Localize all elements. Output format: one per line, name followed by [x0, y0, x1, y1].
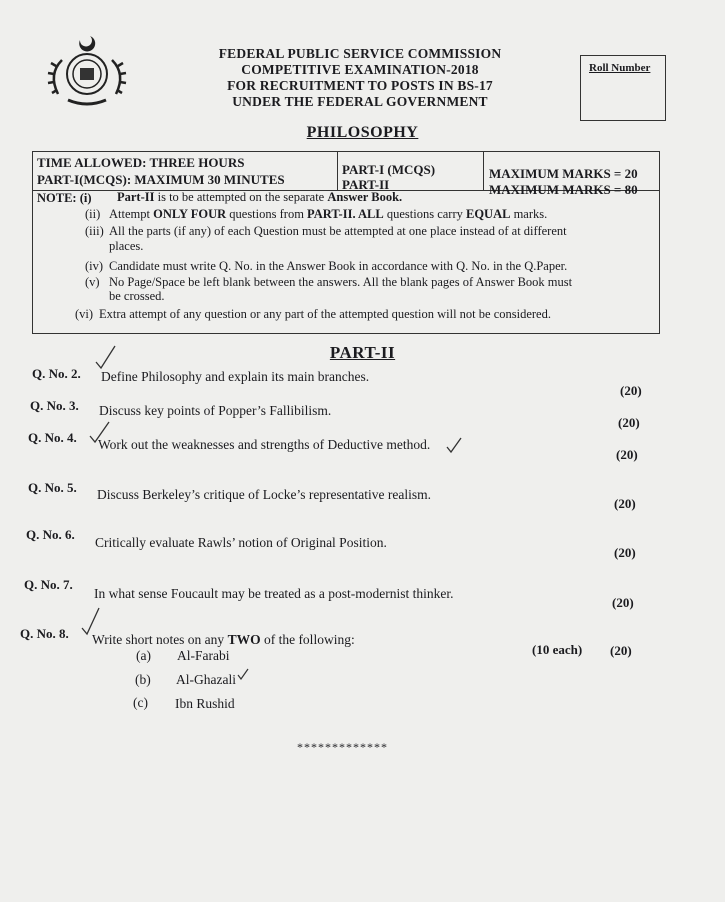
subpart-label: (c) [133, 695, 148, 710]
question-number: Q. No. 8. [20, 626, 69, 641]
part1-marks: MAXIMUM MARKS = 20 [489, 166, 638, 181]
note-item-cont: places. [109, 239, 144, 253]
exam-header [195, 46, 525, 110]
question-number: Q. No. 7. [24, 577, 73, 592]
note-item: (ii) Attempt ONLY FOUR questions from PART-II. ALL questions carry EQUAL marks. [85, 207, 548, 221]
question-marks: (20) [612, 595, 634, 610]
note-item: Part-II is to be attempted on the separate Answer Book. [117, 190, 403, 204]
subpart-label: (a) [136, 648, 151, 663]
question-text: Discuss Berkeley’s critique of Locke’s representative realism. [97, 487, 432, 502]
header-line: FOR RECRUITMENT TO POSTS IN BS-17 [227, 78, 493, 93]
header-line: COMPETITIVE EXAMINATION-2018 [241, 62, 479, 77]
subject-title: PHILOSOPHY [306, 124, 419, 141]
roll-number-label: Roll Number [589, 62, 651, 74]
checkmark-icon [88, 420, 112, 444]
header-line: FEDERAL PUBLIC SERVICE COMMISSION [218, 46, 502, 61]
part2-label: PART-II [342, 177, 390, 192]
subpart-label: (b) [135, 672, 151, 687]
question-marks: (20) [610, 643, 632, 658]
question-each-marks: (10 each) [532, 642, 583, 657]
note-item: (vi) Extra attempt of any question or any part of the attempted question will not be considered. [75, 307, 551, 321]
question-text: Define Philosophy and explain its main branches. [101, 369, 370, 384]
checkmark-icon [80, 606, 102, 636]
end-marker: ************* [297, 740, 388, 754]
subpart-text: Ibn Rushid [175, 696, 235, 711]
note-item-cont: be crossed. [109, 289, 165, 303]
checkmark-icon [445, 436, 463, 454]
note-item: (v) No Page/Space be left blank between the answers. All the blank pages of Answer Book must [85, 275, 573, 289]
question-number: Q. No. 5. [28, 480, 77, 495]
checkmark-icon [237, 668, 249, 680]
part1-time: PART-I(MCQS): MAXIMUM 30 MINUTES [37, 172, 285, 187]
question-text: Write short notes on any TWO of the following: [92, 632, 355, 647]
fpsc-emblem-icon [40, 30, 132, 110]
question-marks: (20) [614, 496, 636, 511]
note-item: (iii) All the parts (if any) of each Question must be attempted at one place instead of at different [85, 224, 567, 238]
time-allowed: TIME ALLOWED: THREE HOURS [37, 155, 245, 170]
exam-info-box [32, 151, 660, 334]
note-label: NOTE: (i) [37, 191, 92, 205]
question-text: Discuss key points of Popper’s Fallibilism. [99, 403, 332, 418]
header-line: UNDER THE FEDERAL GOVERNMENT [232, 94, 488, 109]
part2-title: PART-II [329, 343, 396, 362]
question-number: Q. No. 3. [30, 398, 79, 413]
checkmark-icon [94, 344, 118, 370]
question-marks: (20) [616, 447, 638, 462]
question-marks: (20) [614, 545, 636, 560]
question-number: Q. No. 2. [32, 366, 81, 381]
part1-label: PART-I (MCQS) [342, 162, 436, 177]
question-text: In what sense Foucault may be treated as a post-modernist thinker. [94, 586, 454, 601]
subpart-text: Al-Farabi [177, 648, 230, 663]
subpart-text: Al-Ghazali [176, 672, 236, 687]
question-marks: (20) [620, 383, 642, 398]
question-number: Q. No. 6. [26, 527, 75, 542]
question-text: Critically evaluate Rawls’ notion of Original Position. [95, 535, 387, 550]
question-number: Q. No. 4. [28, 430, 77, 445]
question-marks: (20) [618, 415, 640, 430]
roll-number-box[interactable] [580, 55, 666, 121]
part2-marks: MAXIMUM MARKS = 80 [489, 182, 638, 197]
question-text: Work out the weaknesses and strengths of Deductive method. [98, 437, 431, 452]
note-item: (iv) Candidate must write Q. No. in the Answer Book in accordance with Q. No. in the Q.Paper. [85, 259, 568, 273]
